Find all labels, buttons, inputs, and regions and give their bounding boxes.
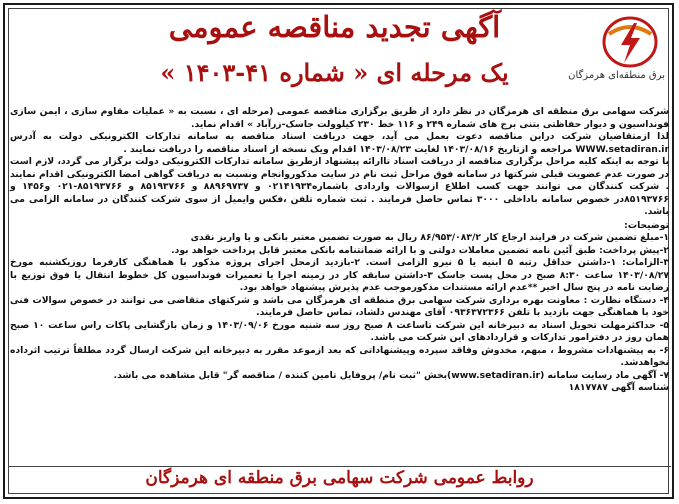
logo-caption: برق منطقه‌ای هرمزگان (568, 70, 665, 81)
paragraph-registration: با توجه به اینکه کلیه مراحل برگزاری مناقصه از دریافت اسناد تاارائه پیشنهاد ازطریق سامانه تدارکات الکترونیکی دولت برگزار می گردد، لازم است در صورت عدم عضویت قبلی شرکتها در سامانه فوق مراحل ثبت نام در سایت مذکوروانجام ونسبت به دریافت گواهی امضا الکترونیکی اقدام نمایند . شرکت کنندگان می توانند جهت کسب اطلاع ازسوالات واردادی باشماره۰۲۱۴۱۹۳۴ و ۸۸۹۶۹۷۳۷ و ۸۵۱۹۳۷۶۶ و ۸۵۱۹۳۷۶۶-۰۲۱ و۱۴۵۶ و ۸۵۱۹۳۷۶۶در خصوص سامانه باداخلی ۳۰۰۰ تماس حاصل فرمایند . ثبت شماره تلفن ،فکس وایمیل از سوی شرکت کنندگان در سامانه الزامی می باشد. (10, 156, 670, 217)
paragraph-intro: شرکت سهامی برق منطقه ای هرمزگان در نظر دارد از طریق برگزاری مناقصه عمومی (مرحله ای ، نسبت به « عملیات مقاوم سازی ، ایمن سازی فونداسیون و دیوار حفاظتی بتنی برج های شماره ۲۴۹ و ۱۱۶ خط ۲۳۰ کیلوولت جاسک-زرآباد » اقدام نماید. (10, 106, 669, 130)
note-item: ۶- به پیشنهادات مشروط ، مبهم، مخدوش وفاقد سپرده وپیشنهاداتی که بعد ازموعد مقرر به دبیرخانه این شرکت ارسال گردد مطلقاً ترتیب اثرداده نخواهدشد. (10, 344, 669, 368)
note-item: ۵- حداکثرمهلت تحویل اسناد به دبیرخانه این شرکت تاساعت ۸ صبح روز سه شنبه مورخ ۱۴۰۳/۰۹/۰۶ و زمان بازگشایی پاکات راس ساعت ۱۰ صبح همان روز در دفترامور تدارکات و قراردادهای این شرکت می باشد. (10, 319, 669, 343)
company-logo (568, 14, 665, 88)
note-item: ۲-پیش پرداخت: طبق آئین نامه تضمین معاملات دولتی و با ارائه ضمانتنامه بانکی معتبر قابل پرداخت خواهد بود. (171, 244, 669, 256)
lightning-logo-icon (601, 14, 659, 68)
note-item: ۳-الزامات: ۱-داشتن حداقل رتبه ۵ ابنیه یا ۵ نیرو الزامی است. ۲-بازدید ازمحل اجرای پروژه مذکور با هماهنگی کارفرما روزیکشنبه مورخ ۱۴۰۳/۰۸/۲۷ ساعت ۸:۳۰ صبح در محل پست جاسک ۳-داشتن سابقه کار در زمینه اجرا یا تعمیرات فونداسیون کل خطوط انتقال یا فوق توزیع با رضایت نامه در پنج سال اخیر **عدم ارائه مستندات مذکورموجب عدم پذیرش پیشنهاد خواهد بود. (10, 257, 670, 293)
notes-heading: توضیحات: (624, 219, 669, 231)
note-item: ۷- آگهی ماد رسایت سامانه (www.setadiran.ir)بخش "ثبت نام/ پروفایل تامین کننده / مناقصه گر" قابل مشاهده می باشد. (113, 369, 669, 381)
footer-signature: روابط عمومی شرکت سهامی برق منطقه ای هرمزگان (145, 468, 534, 488)
paragraph-invitation: لذا ازمتقاضیان شرکت دراین مناقصه دعوت بعمل می آید، جهت دریافت اسناد مناقصه به سامانه تدارکات الکترونیکی دولت به آدرس WWW.setadiran.ir مراجعه و ازتاریخ ۱۴۰۳/۰۸/۱۶ لغایت ۱۴۰۳/۰۸/۲۳ اقدام ویک نسخه از اسناد مناقصه را دریافت نمایند . (10, 131, 669, 155)
notice-body (10, 106, 669, 395)
page-title: آگهی تجدید مناقصه عمومی (168, 10, 501, 44)
note-item: ۱-مبلغ تضمین شرکت در فرایند ارجاع کار ۸۶/۹۵۳/۰۸۳/۲ ریال به صورت تضمین معتبر بانکی و یا واریز نقدی (190, 232, 669, 243)
footer-divider (8, 466, 671, 467)
notice-id: شناسه آگهی ۱۸۱۷۷۸۷ (568, 382, 669, 393)
page-subtitle: یک مرحله ای « شماره ۴۱-۱۴۰۳ » (160, 58, 509, 87)
note-item: ۴- دستگاه نظارت : معاونت بهره برداری شرکت سهامی برق منطقه ای هرمزگان می باشد و شرکتهای متقاضی می توانند در خصوص سوالات فنی خود با هماهنگی جهت بازدید با تلفن ۰۹۳۶۳۷۲۳۶۶ آقای مهندس دلشاد، تماس حاصل فرمایند. (10, 294, 669, 318)
